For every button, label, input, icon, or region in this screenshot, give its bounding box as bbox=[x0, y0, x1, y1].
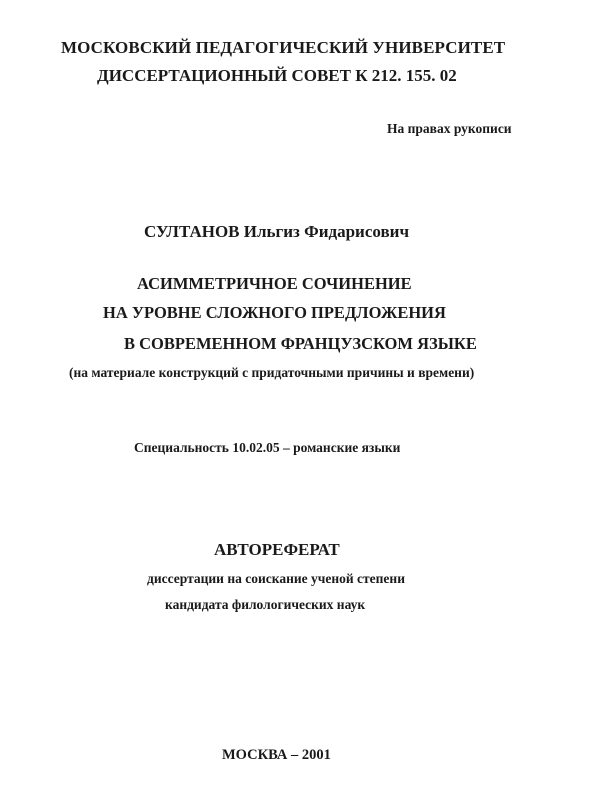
rights-note: На правах рукописи bbox=[387, 121, 512, 136]
title-line-3: В СОВРЕМЕННОМ ФРАНЦУЗСКОМ ЯЗЫКЕ bbox=[124, 334, 477, 353]
dissertation-council: ДИССЕРТАЦИОННЫЙ СОВЕТ К 212. 155. 02 bbox=[97, 66, 457, 85]
university-name: МОСКОВСКИЙ ПЕДАГОГИЧЕСКИЙ УНИВЕРСИТЕТ bbox=[61, 38, 506, 57]
abstract-line-1: диссертации на соискание ученой степени bbox=[147, 571, 405, 586]
abstract-line-2: кандидата филологических наук bbox=[165, 597, 366, 612]
abstract-heading: АВТОРЕФЕРАТ bbox=[214, 540, 340, 559]
author-name: СУЛТАНОВ Ильгиз Фидарисович bbox=[144, 222, 410, 241]
title-line-1: АСИММЕТРИЧНОЕ СОЧИНЕНИЕ bbox=[137, 274, 412, 293]
city-year: МОСКВА – 2001 bbox=[222, 747, 331, 763]
title-subtitle: (на материале конструкций с придаточными причины и времени) bbox=[69, 365, 475, 380]
specialty: Специальность 10.02.05 – романские языки bbox=[134, 440, 401, 455]
title-line-2: НА УРОВНЕ СЛОЖНОГО ПРЕДЛОЖЕНИЯ bbox=[103, 303, 446, 322]
